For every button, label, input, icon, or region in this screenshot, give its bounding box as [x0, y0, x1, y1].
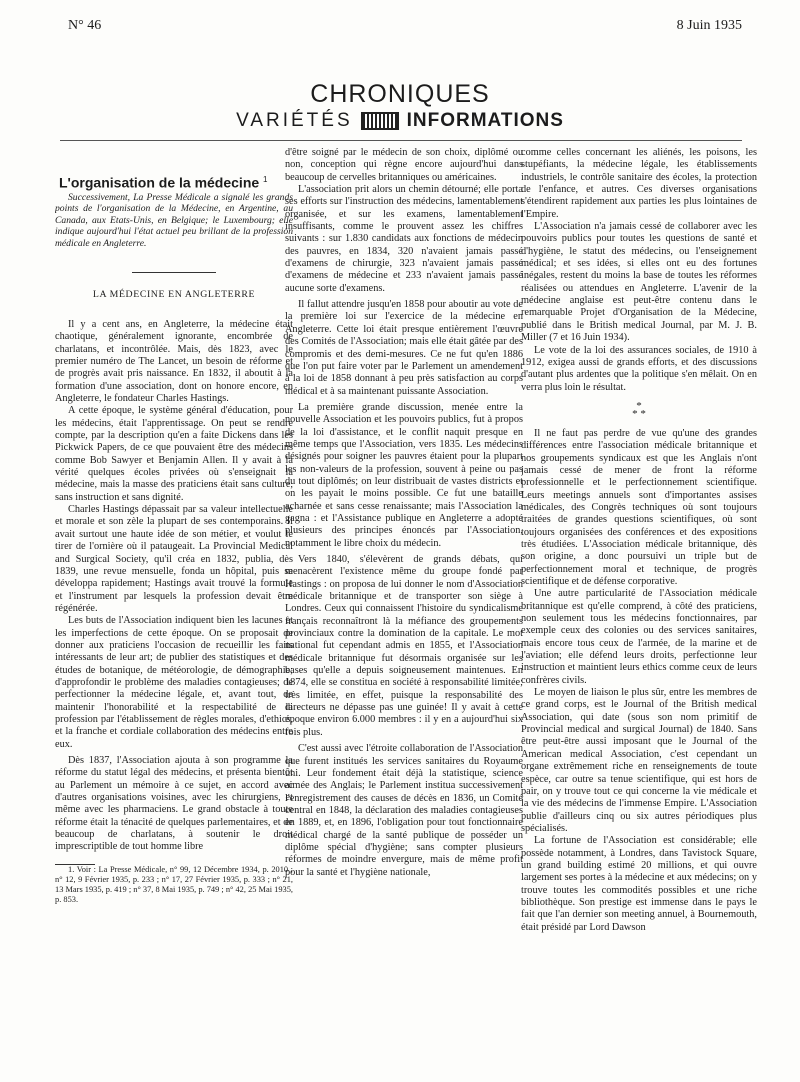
- issue-number: N° 46: [68, 18, 102, 33]
- paragraph: La première grande discussion, menée entre la nouvelle Association et les pouvoirs publics, fut à propos de la loi d'assistance, et le conflit naquit presque en même temps que l'Association, vers 1835. Les médecins désignés pour soigner les pauvres étaient pour la plupart les non-valeurs de la profession, souvent à peine ou pas du tout diplômés; on leur distribuait de vastes districts et on les payait le moins possible. Ce fut une bataille acharnée et sans cesse renaissante; mais l'Association la gagna : et l'Assistance publique en Angleterre a adopté plusieurs des principes énoncés par l'Association, notamment le libre choix du médecin.: [285, 401, 523, 549]
- column-1: [55, 147, 293, 1068]
- masthead-rule: [60, 140, 742, 141]
- paragraph: Les buts de l'Association indiquent bien les lacunes et les imperfections de cette époque. On se proposait de donner aux praticiens l'occasion de recueillir les faits intéressants de leur art; de publier des statistiques et des études de botanique, de météorologie, de démographie; d'approfondir le problème des maladies contagieuses; de perfectionner la médecine légale, et, avant tout, de maintenir l'honorabilité et la respectabilité de la profession par l'établissement de règles morales, d'ethics, et la franche et cordiale collaboration des médecins entre eux.: [55, 615, 293, 750]
- paragraph: Le moyen de liaison le plus sûr, entre les membres de ce grand corps, est le Journal of the British medical Association, qui date (sous son nom primitif de Provincial medical and surgical Journal) de 1840. Sans être peut-être aussi imposant que le Journal of the American medical Association, c'est cependant un organe extrêmement riche en renseignements de toute espèce, car outre sa tenue scientifique, qui est hors de pair, on y trouve tout ce qui concerne la vie médicale et la vie des médecins de l'immense Empire. L'Association publie d'ailleurs cinq ou six autres périodiques plus spécialisés.: [521, 687, 757, 834]
- intro-divider: [132, 272, 216, 273]
- article-title: [59, 171, 293, 192]
- masthead-left-word: VARIÉTÉS: [236, 110, 353, 131]
- paragraph: Charles Hastings dépassait par sa valeur intellectuelle et morale et son zèle la plupart de ses contemporains. Il avait surtout une haute idée de son métier, et voulut le tirer de l'ornière où il pataugeait. La Provincial Medical and Surgical Society, qu'il créa en 1832, publia, dès 1839, une revue mensuelle, fonda un hôpital, puis se développa rapidement; Hastings avait trouvé la formule et l'instrument par lesquels la profession devait être régénérée.: [55, 504, 293, 614]
- issue-date: 8 Juin 1935: [676, 18, 742, 33]
- book-ornament-icon: [361, 112, 399, 130]
- column-2: [285, 147, 523, 1068]
- masthead-title: CHRONIQUES: [310, 80, 490, 108]
- paragraph: Une autre particularité de l'Association médicale britannique est qu'elle comprend, à côté des praticiens, non seulement tous les médecins fonctionnaires, par exemple ceux des colonies ou des services sanitaires, mais encore tous ceux de l'armée, de la marine et de l'aviation; elle défend leurs droits, perfectionne leur instruction et maintient leurs ethics comme ceux de leurs confrères civils.: [521, 588, 757, 686]
- paragraph: L'association prit alors un chemin détourné; elle porta ses efforts sur l'instruction des médecins, lamentablement organisée, et sur les examens, lamentablement insuffisants, comme le prouvent assez les chiffres suivants : sur 1.830 candidats aux fonctions de médecin des pauvres, en 1834, 320 n'avaient jamais passé d'examens de chirurgie, 323 n'avaient jamais passé d'examens de médecine et 233 n'avaient jamais passé aucune sorte d'examens.: [285, 184, 523, 294]
- masthead-subtitle: [0, 110, 800, 132]
- section-title: LA MÉDECINE EN ANGLETERRE: [92, 288, 256, 300]
- article-title-text: L'organisation de la médecine: [59, 174, 260, 191]
- paragraph: comme celles concernant les aliénés, les poisons, les stupéfiants, la médecine légale, les établissements industriels, le contrôle sanitaire des écoles, la protection de l'enfance, et autres. Ces diverses organisations s'étendirent rapidement aux parties les plus lointaines de l'Empire.: [521, 147, 757, 220]
- section-separator-stars: * * *: [632, 399, 646, 420]
- paragraph: La fortune de l'Association est considérable; elle possède notamment, à Londres, dans Tavistock Square, un grand building estimé 20 millions, et qui ouvre largement ses portes à la médecine et aux médecins; on y trouve toutes les commodités possibles et une riche bibliothèque. Son prestige est immense dans le pays le fait que l'an dernier son meeting annuel, à Bournemouth, était présidé par Lord Dawson: [521, 835, 757, 933]
- paragraph: Vers 1840, s'élevèrent de grands débats, qui menacèrent l'existence même du groupe fondé par Hastings : on proposa de lui donner le nom d'Association médicale britannique et de transporter son siège à Londres. Ceux qui connaissent l'histoire du syndicalisme français reconnaîtront là la méfiance des groupements provinciaux contre la domination de la capitale. Le mot national fut cependant admis en 1855, et l'Association médicale britannique fut désormais organisée sur les bases qu'elle a depuis soigneusement maintenues. En 1874, elle se constitua en société à responsabilité limitée; très limitée, en effet, puisque la responsabilité des directeurs ne dépasse pas une guinée! Il y avait à cette époque environ 6.000 membres : il y en a aujourd'hui six fois plus.: [285, 554, 523, 738]
- paragraph: Il ne faut pas perdre de vue qu'une des grandes différences entre l'association médicale britannique et nos groupements syndicaux est que les Anglais n'ont jamais cessé de mener de front la réforme professionnelle et le perfectionnement scientifique. Leurs meetings annuels sont d'importantes assises médicales, des Congrès techniques où sont toujours traitées de grandes questions scientifiques, où sont toujours organisées des conférences et des expositions très étudiées. L'Association médicale britannique, dès son origine, a donc poursuivi un triple but de perfectionnement moral et technique, de progrès scientifique et de défense corporative.: [521, 427, 757, 587]
- footnote: 1. Voir : La Presse Médicale, n° 99, 12 Décembre 1934, p. 2010 ; n° 12, 9 Février 1935, p. 233 ; n° 17, 27 Février 1935, p. 333 ; n° 21, 13 Mars 1935, p. 419 ; n° 37, 8 Mai 1935, p. 749 ; n° 42, 25 Mai 1935, p. 853.: [55, 864, 293, 904]
- paragraph: L'Association n'a jamais cessé de collaborer avec les pouvoirs publics pour toutes les questions de santé et d'hygiène, le statut des médecins, ou l'enseignement médical; et ses idées, si elles ont eu des fortunes inégales, restent du moins la base de toutes les réformes réalisées ou attendues en Angleterre. L'avenir de la médecine anglaise est peut-être contenu dans le remarquable Projet d'Organisation de la Médecine, publié dans le British medical Journal, par M. J. B. Miller (7 et 16 Juin 1934).: [521, 221, 757, 344]
- paragraph: Le vote de la loi des assurances sociales, de 1910 à 1912, exigea aussi de grands efforts, et des discussions d'autant plus ardentes que la politique s'en mêlait. On en verra plus loin le résultat.: [521, 344, 757, 393]
- title-footnote-marker: 1: [263, 175, 268, 184]
- paragraph: Il fallut attendre jusqu'en 1858 pour aboutir au vote de la première loi sur l'exercice de la médecine en Angleterre. Cette loi était presque entièrement l'œuvre des Comités de l'Association; mais elle était gâtée par des compromis et des demi-mesures. Ce ne fut qu'en 1886 que l'on put faire voter par le Parlement un amendement à la loi de 1858 donnant à peu près satisfaction au corps médical et à sa maintenant puissante Association.: [285, 299, 523, 397]
- column-3: [521, 147, 757, 1068]
- paragraph: Dès 1837, l'Association ajouta à son programme la réforme du statut légal des médecins, et présenta bientôt au Parlement un mémoire à ce sujet, en accord avec d'autres organisations voisines, avec les chirurgiens, et même avec les pharmaciens. Le grand obstacle à toute réforme était la ténacité de quelques parlementaires, et de beaucoup de charlatans, à soutenir le droit imprescriptible de tout homme libre: [55, 755, 293, 853]
- paragraph: A cette époque, le système général d'éducation, pour les médecins, était l'apprentissage. On peut se rendre compte, par la description qu'en a faite Dickens dans les Pickwick Papers, de ce que pouvaient être des médecins comme Bob Sawyer et Benjamin Allen. Il y avait à la vérité quelques écoles privées où s'enseignait la médecine, mais la masse des praticiens était sans culture, sans instruction et sans dignité.: [55, 405, 293, 503]
- paragraph: Il y a cent ans, en Angleterre, la médecine était chaotique, généralement ignorante, encombrée de charlatans, et incontrôlée. Mais, dès 1823, avec le premier numéro de The Lancet, un besoin de réforme et de progrès avait pris naissance. En 1832, il aboutit à la formation d'une association, dont on honore encore, en Angleterre, le fondateur Charles Hastings.: [55, 318, 293, 405]
- paragraph: d'être soigné par le médecin de son choix, diplômé ou non, conception qui règne encore aujourd'hui dans beaucoup de cervelles britanniques ou américaines.: [285, 147, 523, 183]
- paragraph: C'est aussi avec l'étroite collaboration de l'Association que furent institués les services sanitaires du Royaume uni. Leur fondement était déjà la statistique, science aimée des Anglais; le Parlement institua successivement l'enregistrement des causes de décès en 1836, un Comité central en 1848, la déclaration des maladies contagieuses en 1889, et, en 1896, l'obligation pour tout fonctionnaire médical chargé de la santé publique de posséder un diplôme spécial d'hygiène; sans compter plusieurs réformes de moindre envergure, mais de même profit pour la santé et l'hygiène nationale,: [285, 743, 523, 878]
- article-intro: Successivement, La Presse Médicale a signalé les grands points de l'organisation de la Médecine, en Argentine, au Canada, aux Etats-Unis, en Belgique; le Luxembourg; elle indique aujourd'hui l'état actuel peu brillant de la profession médicale en Angleterre.: [55, 191, 293, 250]
- masthead-right-word: INFORMATIONS: [406, 110, 564, 131]
